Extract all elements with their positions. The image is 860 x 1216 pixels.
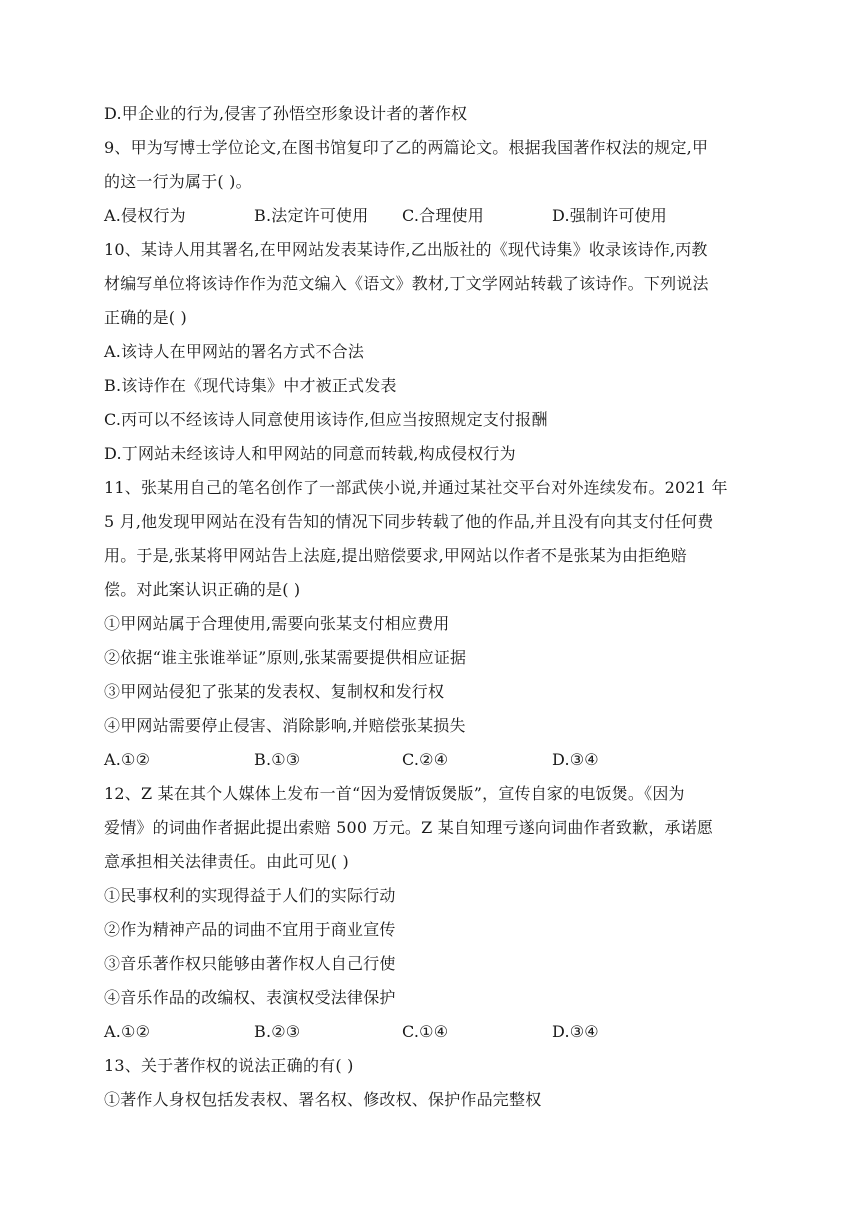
q11-option-a: A.①② <box>104 750 151 769</box>
q12-option-a: A.①② <box>104 1022 151 1041</box>
q10-option-d: D.丁网站未经该诗人和甲网站的同意而转载,构成侵权行为 <box>104 444 516 463</box>
q12-stem-line-1: 12、Z 某在其个人媒体上发布一首“因为爱情饭煲版”，宣传自家的电饭煲。《因为 <box>104 784 685 803</box>
q9-option-b: B.法定许可使用 <box>254 206 369 225</box>
q9-stem-line-1: 9、甲为写博士学位论文,在图书馆复印了乙的两篇论文。根据我国著作权法的规定,甲 <box>104 138 709 157</box>
q13-statement-1: ①著作人身权包括发表权、署名权、修改权、保护作品完整权 <box>104 1090 542 1109</box>
q11-option-b: B.①③ <box>254 750 301 769</box>
q12-stem-line-2: 爱情》的词曲作者据此提出索赔 500 万元。Z 某自知理亏遂向词曲作者致歉，承诺愿 <box>104 818 714 837</box>
q10-option-a: A.该诗人在甲网站的署名方式不合法 <box>104 342 365 361</box>
q11-stem-line-4: 偿。对此案认识正确的是( ) <box>104 580 301 599</box>
q11-statement-3: ③甲网站侵犯了张某的发表权、复制权和发行权 <box>104 682 445 701</box>
q11-option-d: D.③④ <box>552 750 599 769</box>
q10-stem-line-1: 10、某诗人用其署名,在甲网站发表某诗作,乙出版社的《现代诗集》收录该诗作,丙教 <box>104 240 708 259</box>
q11-option-c: C.②④ <box>402 750 449 769</box>
q11-statement-2: ②依据“谁主张谁举证”原则,张某需要提供相应证据 <box>104 648 467 667</box>
q10-stem-line-3: 正确的是( ) <box>104 308 187 327</box>
q11-stem-line-2: 5 月,他发现甲网站在没有告知的情况下同步转载了他的作品,并且没有向其支付任何费 <box>104 512 714 531</box>
q8-option-d: D.甲企业的行为,侵害了孙悟空形象设计者的著作权 <box>104 104 468 123</box>
q12-statement-1: ①民事权利的实现得益于人们的实际行动 <box>104 886 396 905</box>
q12-option-c: C.①④ <box>402 1022 449 1041</box>
q12-option-d: D.③④ <box>552 1022 599 1041</box>
q12-statement-4: ④音乐作品的改编权、表演权受法律保护 <box>104 988 396 1007</box>
q9-stem-line-2: 的这一行为属于( )。 <box>104 172 252 191</box>
q12-option-b: B.②③ <box>254 1022 301 1041</box>
q9-option-d: D.强制许可使用 <box>552 206 667 225</box>
q10-option-b: B.该诗作在《现代诗集》中才被正式发表 <box>104 376 397 395</box>
q12-statement-3: ③音乐著作权只能够由著作权人自己行使 <box>104 954 396 973</box>
q10-option-c: C.丙可以不经该诗人同意使用该诗作,但应当按照规定支付报酬 <box>104 410 548 429</box>
q11-stem-line-1: 11、张某用自己的笔名创作了一部武侠小说,并通过某社交平台对外连续发布。2021 年 <box>104 478 728 497</box>
q11-stem-line-3: 用。于是,张某将甲网站告上法庭,提出赔偿要求,甲网站以作者不是张某为由拒绝赔 <box>104 546 687 565</box>
q9-option-c: C.合理使用 <box>402 206 484 225</box>
q11-statement-4: ④甲网站需要停止侵害、消除影响,并赔偿张某损失 <box>104 716 466 735</box>
q12-stem-line-3: 意承担相关法律责任。由此可见( ) <box>104 852 349 871</box>
q11-statement-1: ①甲网站属于合理使用,需要向张某支付相应费用 <box>104 614 450 633</box>
q9-option-a: A.侵权行为 <box>104 206 186 225</box>
q13-stem: 13、关于著作权的说法正确的有( ) <box>104 1056 354 1075</box>
q12-statement-2: ②作为精神产品的词曲不宜用于商业宣传 <box>104 920 396 939</box>
q10-stem-line-2: 材编写单位将该诗作作为范文编入《语文》教材,丁文学网站转载了该诗作。下列说法 <box>104 274 709 293</box>
